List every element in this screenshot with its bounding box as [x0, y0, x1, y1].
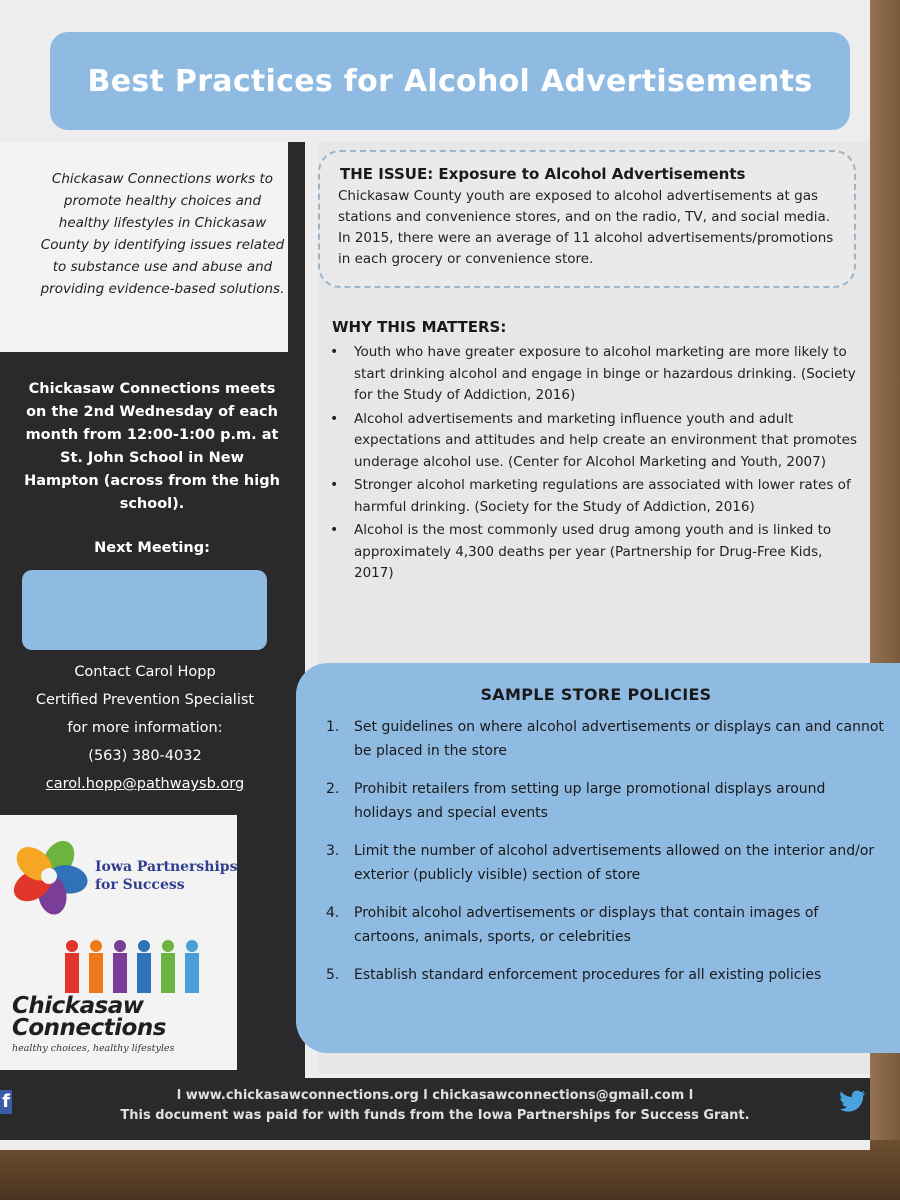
contact-line: for more information: — [67, 720, 223, 736]
list-number: 1. — [326, 719, 340, 735]
next-meeting-box — [22, 570, 267, 650]
cc-logo-tagline: healthy choices, healthy lifestyles — [12, 1043, 175, 1054]
next-meeting-label: Next Meeting: — [94, 540, 210, 556]
chickasaw-connections-logo — [12, 995, 212, 1054]
ipfs-line: Iowa Partnerships — [95, 859, 238, 875]
contact-info — [10, 658, 280, 798]
list-item: • Alcohol advertisements and marketing influence youth and adult expectations and attitudes and help create an environment that promotes underage alcohol use. (Center for Alcohol Marketing and Youth, 2007) — [330, 409, 860, 474]
policies-title: SAMPLE STORE POLICIES — [480, 685, 712, 704]
list-number: 4. — [326, 905, 340, 921]
list-number: 3. — [326, 843, 340, 859]
list-item — [326, 839, 886, 887]
ipfs-line: for Success — [95, 877, 185, 893]
list-text: Establish standard enforcement procedures for all existing policies — [354, 967, 822, 983]
list-item — [326, 901, 886, 949]
list-number: 5. — [326, 967, 340, 983]
facebook-icon[interactable]: f — [0, 1090, 12, 1114]
twitter-icon[interactable] — [840, 1090, 866, 1112]
contact-email-link[interactable]: carol.hopp@pathwaysb.org — [45, 776, 245, 792]
why-title: WHY THIS MATTERS: — [332, 318, 507, 336]
iowa-partnerships-logo-icon — [8, 835, 90, 917]
title-banner — [50, 32, 850, 130]
list-item: • Youth who have greater exposure to alcohol marketing are more likely to start drinking alcohol and engage in binge or hazardous drinking. (Society for the Study of Addiction, 2016) — [330, 342, 860, 407]
contact-line: Contact Carol Hopp — [74, 664, 216, 680]
iowa-partnerships-wordmark — [95, 858, 245, 894]
mission-text: Chickasaw Connections works to promote healthy choices and healthy lifestyles in Chickasaw County by identifying issues related to substance use and abuse and providing evidence-based solutions. — [40, 171, 285, 297]
why-list — [330, 342, 860, 587]
list-item — [326, 963, 886, 987]
list-number: 2. — [326, 781, 340, 797]
footer-links[interactable]: l www.chickasawconnections.org l chickasawconnections@gmail.com l — [176, 1088, 694, 1103]
contact-phone: (563) 380-4032 — [88, 748, 202, 764]
list-text: Prohibit retailers from setting up large promotional displays around holidays and special events — [354, 781, 826, 821]
cc-logo-word: Chickasaw — [12, 993, 144, 1019]
list-text: Limit the number of alcohol advertisements allowed on the interior and/or exterior (publicly visible) section of store — [354, 843, 875, 883]
policies-list — [326, 715, 886, 1001]
list-item — [326, 715, 886, 763]
issue-text: Chickasaw County youth are exposed to alcohol advertisements at gas stations and convenience stores, and on the radio, TV, and social media. In 2015, there were an average of 11 alcohol advertisements/promotions in each grocery or convenience store. — [338, 188, 834, 267]
meeting-info: Chickasaw Connections meets on the 2nd Wednesday of each month from 12:00-1:00 p.m. at St. John School in New Hampton (across from the high school). — [24, 381, 280, 512]
issue-title: THE ISSUE: Exposure to Alcohol Advertisements — [340, 165, 746, 183]
cc-logo-word: Connections — [12, 1015, 166, 1041]
footer-funding: This document was paid for with funds from the Iowa Partnerships for Success Grant. — [120, 1108, 750, 1123]
list-text: Set guidelines on where alcohol advertisements or displays can and cannot be placed in the store — [354, 719, 884, 759]
policies-box — [296, 663, 900, 1053]
footer — [0, 1078, 870, 1140]
list-item: • Stronger alcohol marketing regulations are associated with lower rates of harmful drinking. (Society for the Study of Addiction, 2016) — [330, 475, 860, 518]
list-text: Prohibit alcohol advertisements or displays that contain images of cartoons, animals, sports, or celebrities — [354, 905, 819, 945]
list-item: • Alcohol is the most commonly used drug among youth and is linked to approximately 4,300 deaths per year (Partnership for Drug-Free Kids, 2017) — [330, 520, 860, 585]
contact-title: Certified Prevention Specialist — [35, 692, 255, 708]
page-title: Best Practices for Alcohol Advertisements — [87, 63, 813, 99]
people-figures-icon — [60, 938, 210, 998]
list-item — [326, 777, 886, 825]
